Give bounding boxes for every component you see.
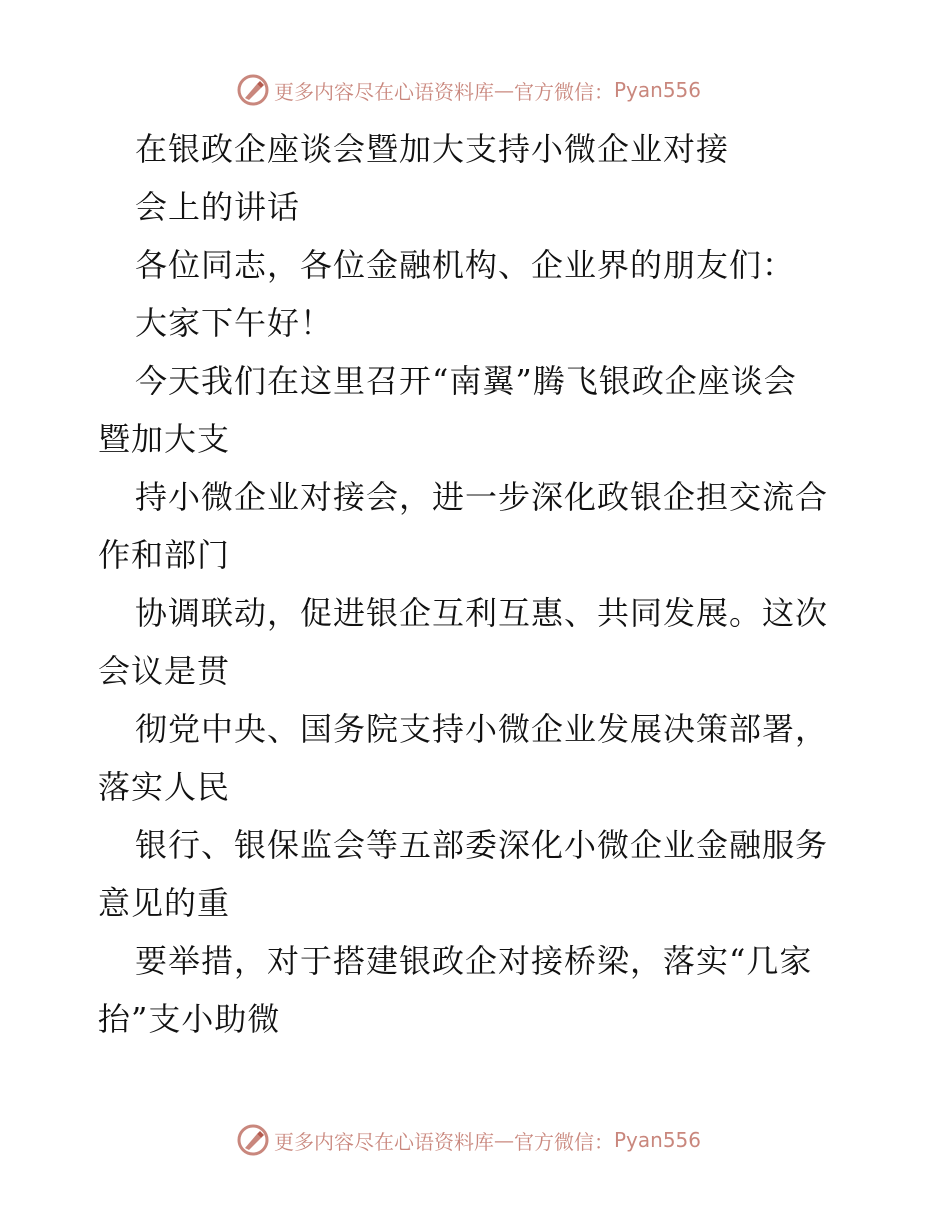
paragraph-line: 彻党中央、国务院支持小微企业发展决策部署， bbox=[135, 710, 829, 748]
pen-logo-icon bbox=[236, 1123, 270, 1157]
watermark-dash: — bbox=[494, 78, 514, 102]
watermark-text: 更多内容尽在心语资料库 bbox=[274, 79, 494, 104]
watermark-wechat-id: Pyan556 bbox=[614, 78, 702, 102]
paragraph-line: 持小微企业对接会，进一步深化政银企担交流合 bbox=[135, 478, 829, 516]
pen-logo-icon bbox=[236, 73, 270, 107]
paragraph-line: 会议是贯 bbox=[98, 652, 231, 690]
watermark-dash: — bbox=[494, 1128, 514, 1152]
watermark-text: 更多内容尽在心语资料库 bbox=[274, 1129, 494, 1154]
paragraph-line: 作和部门 bbox=[98, 536, 231, 574]
paragraph-line: 落实人民 bbox=[98, 768, 231, 806]
salutation: 各位同志，各位金融机构、企业界的朋友们： bbox=[135, 246, 796, 284]
paragraph-line: 银行、银保监会等五部委深化小微企业金融服务 bbox=[135, 826, 829, 864]
paragraph-line: 协调联动，促进银企互利互惠、共同发展。这次 bbox=[135, 594, 829, 632]
paragraph-line: 今天我们在这里召开“南翼”腾飞银政企座谈会 bbox=[135, 362, 797, 400]
header-watermark bbox=[236, 72, 701, 108]
footer-watermark bbox=[236, 1122, 701, 1158]
paragraph-line: 抬”支小助微 bbox=[98, 1000, 281, 1038]
paragraph-line: 意见的重 bbox=[98, 884, 231, 922]
watermark-wechat-label: 官方微信： bbox=[514, 79, 614, 104]
watermark-wechat-id: Pyan556 bbox=[614, 1128, 702, 1152]
paragraph-line: 要举措，对于搭建银政企对接桥梁，落实“几家 bbox=[135, 942, 813, 980]
greeting: 大家下午好！ bbox=[135, 304, 334, 342]
watermark-wechat-label: 官方微信： bbox=[514, 1129, 614, 1154]
title-line-1: 在银政企座谈会暨加大支持小微企业对接 bbox=[135, 130, 730, 168]
paragraph-line: 暨加大支 bbox=[98, 420, 231, 458]
title-line-2: 会上的讲话 bbox=[135, 188, 301, 226]
